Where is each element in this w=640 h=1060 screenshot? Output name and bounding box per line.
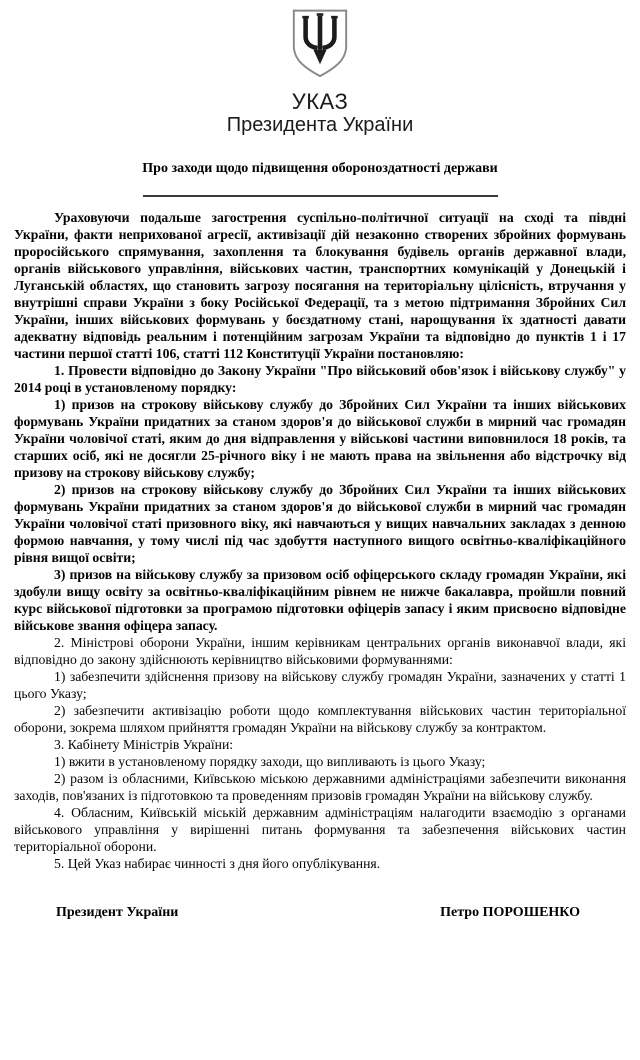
emblem-container <box>0 0 640 80</box>
section-1-heading: 1. Провести відповідно до Закону України "Про військовий обов'язок і військову службу" у 2014 році в установленому порядку: <box>14 363 626 395</box>
title-underline <box>143 195 498 197</box>
ukraine-trident-coat-of-arms-icon <box>287 67 353 84</box>
document-header <box>0 90 640 137</box>
decree-body <box>0 209 640 872</box>
section-2-item-2: 2) забезпечити активізацію роботи щодо комплектування військових частин територіальної оборони, зокрема шляхом прийняття громадян України на військову службу за контрактом. <box>14 703 626 735</box>
section-1-item-1: 1) призов на строкову військову службу до Збройних Сил України та інших військових формувань України придатних за станом здоров'я до військової служби в мирний час громадян України чоловічої статі, яким до дня відправлення у військові частини виповнилося 18 років, та старших осіб, які не досягли 25-річного віку і не мають права на звільнення або відстрочку від призову на строкову військову службу; <box>14 397 626 480</box>
preamble-paragraph: Ураховуючи подальше загострення суспільно-політичної ситуації на сході та півдні України, факти неприхованої агресії, активізації дій незаконно створених збройних формувань проросійського спрямування, захоплення та блокування будівель органів державної влади, органів військового управління, військових частин, транспортних комунікацій у Донецькій і Луганській областях, що становить загрозу посягання на територіальну цілісність, втручання у внутрішні справи України з боку Російської Федерації, та з метою підтримання Збройних Сил України, інших військових формувань у боєздатному стані, нарощування їх здатності давати адекватну відповідь реальним і потенційним загрозам України та відповідно до пунктів 1 і 17 частини першої статті 106, статті 112 Конституції України постановляю: <box>14 210 626 361</box>
section-1-item-2: 2) призов на строкову військову службу до Збройних Сил України та інших військових формувань України придатних за станом здоров'я до військової служби в мирний час громадян України чоловічої статі призовного віку, які навчаються у вищих навчальних закладах з денною формою навчання, у тому числі під час здобуття наступного вищого освітньо-кваліфікаційного рівня вищої освіти; <box>14 482 626 565</box>
section-5-paragraph: 5. Цей Указ набирає чинності з дня його опублікування. <box>54 856 381 871</box>
section-4-paragraph: 4. Обласним, Київській міській державним адміністраціям налагодити взаємодію з органами військового управління у вирішенні питань формування та забезпечення військових частин територіальної оборони. <box>14 805 626 854</box>
decree-title: Про заходи щодо підвищення обороноздатності держави <box>142 161 498 176</box>
section-2-heading: 2. Міністрові оборони України, іншим керівникам центральних органів виконавчої влади, які відповідно до закону здійснюють керівництво військовими формуваннями: <box>14 635 626 667</box>
signature-name: Петро ПОРОШЕНКО <box>440 905 580 920</box>
signature-block <box>0 904 640 921</box>
decree-type: УКАЗ <box>291 89 349 114</box>
section-3-heading: 3. Кабінету Міністрів України: <box>54 737 234 752</box>
section-3-item-2: 2) разом із обласними, Київською міською державними адміністраціями забезпечити виконання заходів, пов'язаних із підготовкою та проведенням призовів громадян України на військову службу. <box>14 771 626 803</box>
section-3-item-1: 1) вжити в установленому порядку заходи, що випливають із цього Указу; <box>54 754 486 769</box>
decree-issuer: Президента України <box>226 114 414 136</box>
signature-role: Президент України <box>56 905 179 920</box>
section-1-item-3: 3) призов на військову службу за призовом осіб офіцерського складу громадян України, які здобули вищу освіту за освітньо-кваліфікаційним рівнем не нижче бакалавра, пройшли повний курс військової підготовки за програмою підготовки офіцерів запасу і яким присвоєно відповідне військове звання офіцера запасу. <box>14 567 626 633</box>
section-2-item-1: 1) забезпечити здійснення призову на військову службу громадян України, зазначених у статті 1 цього Указу; <box>14 669 626 701</box>
